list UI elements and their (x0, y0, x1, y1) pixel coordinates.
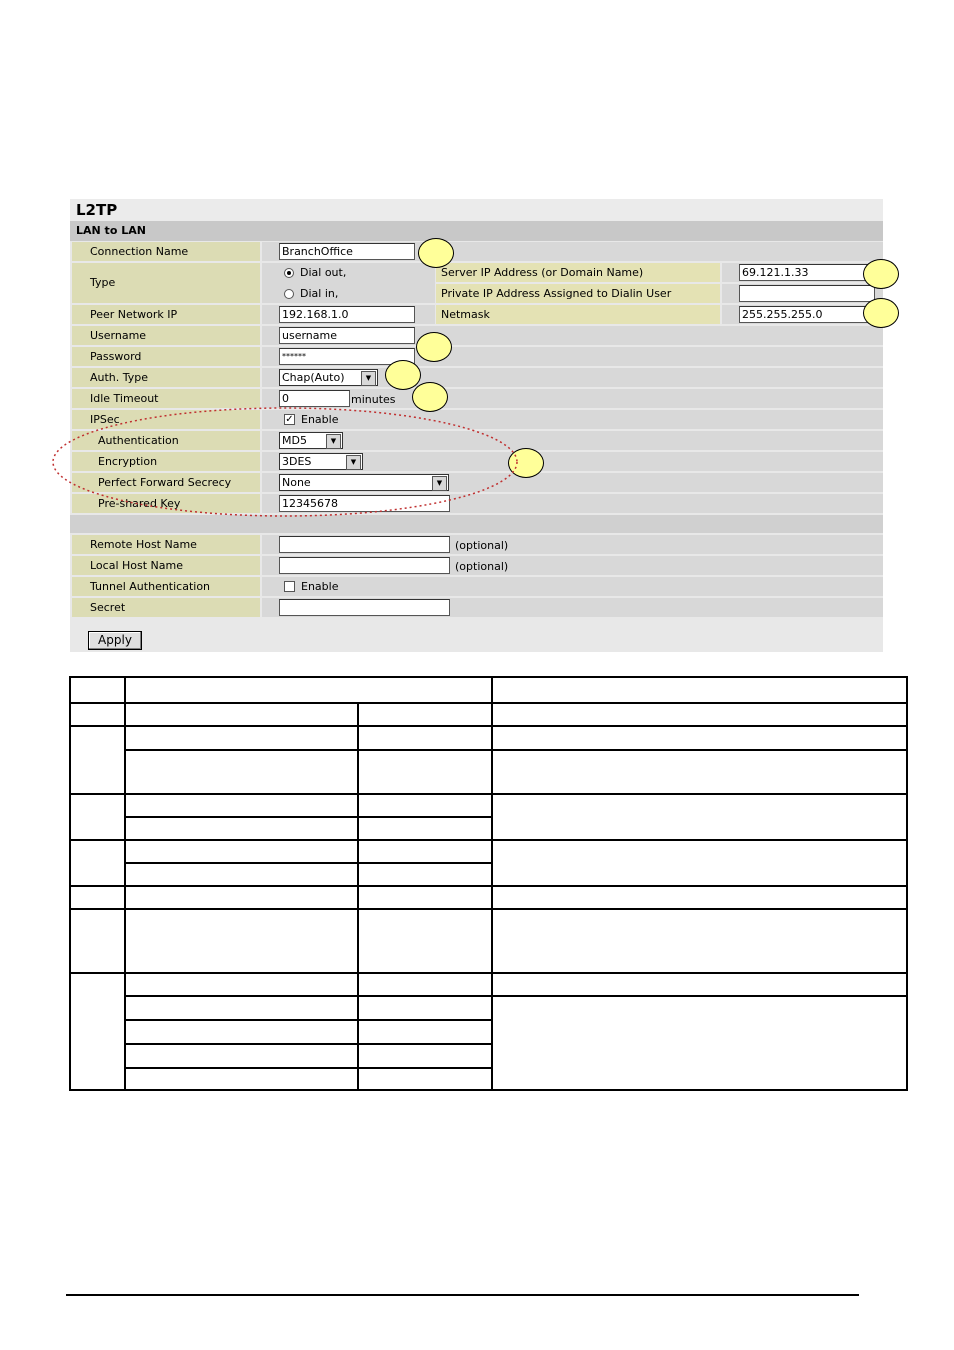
netmask-input[interactable]: 255.255.255.0 (739, 306, 875, 323)
chevron-down-icon: ▼ (326, 434, 341, 449)
apply-button[interactable]: Apply (88, 631, 142, 650)
remote-host-note: (optional) (455, 539, 509, 552)
tunnel-auth-enable-label: Enable (301, 580, 339, 593)
authentication-label: Authentication (72, 431, 260, 450)
dial-in-radio[interactable] (284, 289, 294, 299)
dial-out-radio[interactable] (284, 268, 294, 278)
footer-divider (66, 1294, 859, 1296)
connection-name-input[interactable]: BranchOffice (279, 243, 415, 260)
tunnel-auth-checkbox[interactable] (284, 581, 295, 592)
auth-type-select[interactable] (279, 369, 378, 386)
ipsec-label: IPSec (72, 410, 260, 429)
peer-network-ip-input[interactable]: 192.168.1.0 (279, 306, 415, 323)
private-ip-label: Private IP Address Assigned to Dialin User (436, 284, 720, 303)
username-input[interactable]: username (279, 327, 415, 344)
peer-network-ip-label: Peer Network IP (72, 305, 260, 324)
ipsec-enable-label: Enable (301, 413, 339, 426)
description-table (69, 676, 908, 1091)
encryption-label: Encryption (72, 452, 260, 471)
psk-input[interactable]: 12345678 (279, 495, 450, 512)
pfs-value: None (282, 476, 311, 489)
idle-timeout-label: Idle Timeout (72, 389, 260, 408)
username-label: Username (72, 326, 260, 345)
callout-circle (418, 238, 454, 268)
chevron-down-icon: ▼ (346, 455, 361, 470)
password-label: Password (72, 347, 260, 366)
callout-circle (385, 360, 421, 390)
callout-circle (863, 259, 899, 289)
dial-in-label: Dial in, (300, 287, 339, 300)
server-ip-input[interactable]: 69.121.1.33 (739, 264, 875, 281)
psk-label: Pre-shared Key (72, 494, 260, 513)
type-label: Type (72, 263, 260, 303)
chevron-down-icon: ▼ (361, 371, 376, 386)
auth-type-label: Auth. Type (72, 368, 260, 387)
auth-type-value: Chap(Auto) (282, 371, 345, 384)
section-title: LAN to LAN (70, 221, 883, 241)
page-title: L2TP (70, 199, 883, 221)
remote-host-label: Remote Host Name (72, 535, 260, 554)
pfs-label: Perfect Forward Secrecy (72, 473, 260, 492)
ipsec-checkbox[interactable]: ✓ (285, 414, 294, 425)
encryption-value: 3DES (282, 455, 312, 468)
idle-timeout-input[interactable]: 0 (279, 390, 350, 407)
secret-label: Secret (72, 598, 260, 617)
tunnel-auth-label: Tunnel Authentication (72, 577, 260, 596)
remote-host-input[interactable] (279, 536, 450, 553)
callout-circle (416, 332, 452, 362)
idle-timeout-unit: minutes (351, 393, 396, 406)
netmask-label: Netmask (436, 305, 720, 324)
authentication-value: MD5 (282, 434, 307, 447)
secret-input[interactable] (279, 599, 450, 616)
tunnel-auth-cell (262, 577, 883, 596)
server-ip-label: Server IP Address (or Domain Name) (436, 263, 720, 282)
chevron-down-icon: ▼ (432, 476, 447, 491)
connection-name-label: Connection Name (72, 242, 260, 261)
ipsec-highlight-ellipse (45, 400, 535, 530)
local-host-label: Local Host Name (72, 556, 260, 575)
local-host-input[interactable] (279, 557, 450, 574)
private-ip-input[interactable] (739, 285, 875, 302)
local-host-note: (optional) (455, 560, 509, 573)
password-input[interactable]: ****** (279, 348, 415, 365)
dial-out-label: Dial out, (300, 266, 347, 279)
callout-circle (863, 298, 899, 328)
